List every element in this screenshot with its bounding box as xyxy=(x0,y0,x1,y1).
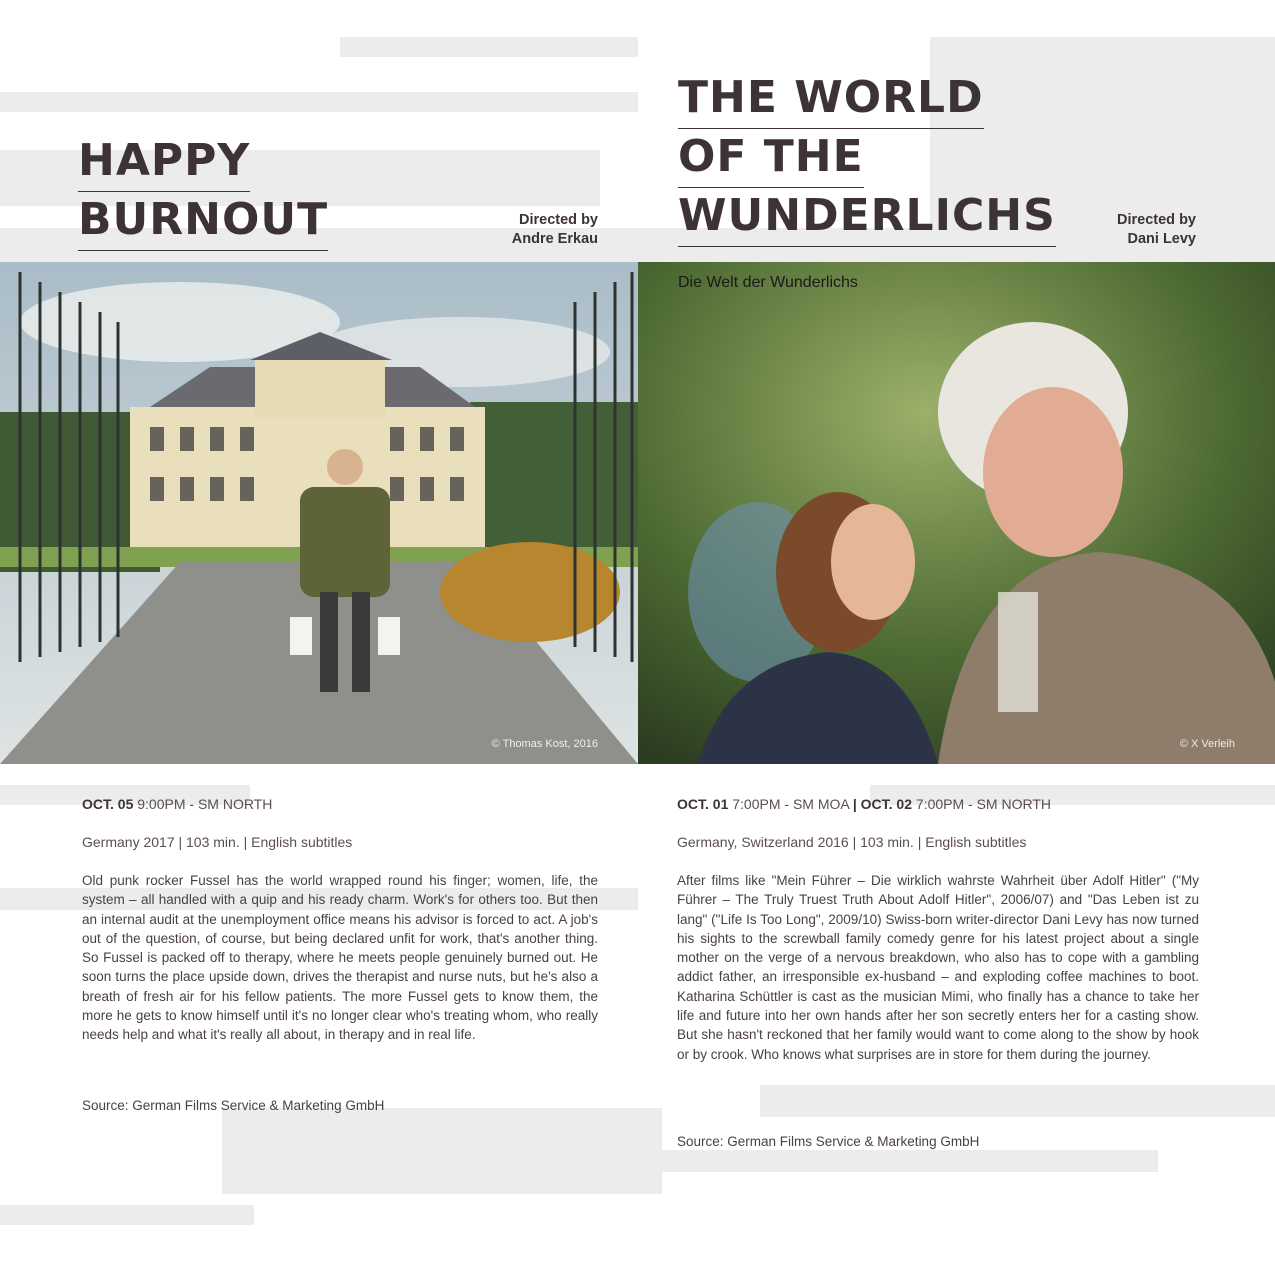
screening-time: 7:00PM - SM NORTH xyxy=(915,796,1052,812)
decor-bar xyxy=(340,37,638,57)
decor-bar xyxy=(222,1108,662,1194)
film-title-world-of-the-wunderlichs xyxy=(678,70,1056,247)
title-line: WUNDERLICHS xyxy=(678,188,1056,247)
film-meta: Germany, Switzerland 2016 | 103 min. | English subtitles xyxy=(677,834,1027,850)
title-line: OF THE xyxy=(678,129,864,188)
decor-bar xyxy=(638,1150,1158,1172)
synopsis: Old punk rocker Fussel has the world wrapped round his finger; women, life, the system – all handled with a quip and his ready charm. Work's for others too. But then an internal audit at the unemployment office means his advisor is forced to act. A job's out of the question, of course, but being declared unfit for work, that's another thing. So Fussel is packed off to therapy, where he meets people genuinely burned out. He soon turns the place upside down, drives the therapist and nurse nuts, but he's also a breath of fresh air for his fellow patients. The more Fussel gets to know them, the more he gets to know himself until it's no longer clear who's treating whom, who really needs help and what it's really all about, in therapy and in real life. xyxy=(82,873,598,1043)
decor-bar xyxy=(0,92,638,112)
screening-time: 9:00PM - SM NORTH xyxy=(137,796,273,812)
photo-illustration xyxy=(638,262,1275,764)
photo-illustration xyxy=(0,262,638,764)
director-credit xyxy=(1038,211,1196,249)
screening-info xyxy=(677,796,1051,812)
title-line: THE WORLD xyxy=(678,70,984,129)
synopsis: After films like "Mein Führer – Die wirklich wahrste Wahrheit über Adolf Hitler" ("My Führer – The Truly Truest Truth About Adolf Hitler", 2006/07) and "Das Leben ist zu lang" ("Life Is Too Long", 2009/10) Swiss-born writer-director Dani Levy has now turned his sights to the screwball family comedy genre for his latest project about a single mother on the verge of a nervous breakdown, who also has to cope with a gambling addict father, an irresponsible ex-husband – and exploding coffee machines to boot. Katharina Schüttler is cast as the musician Mimi, who finally has a chance to take her life and future into her own hands after her son secretly enters her for a casting show. But she hasn't reckoned that her family would want to come along to the show by hook or by crook. Who knows what surprises are in store for them during the journey. xyxy=(677,873,1199,1062)
photo-credit: © X Verleih xyxy=(1179,738,1235,750)
director-prefix: Directed by xyxy=(1117,212,1196,228)
screening-time: 7:00PM - SM MOA xyxy=(732,796,849,812)
film-meta: Germany 2017 | 103 min. | English subtitles xyxy=(82,834,353,850)
director-prefix: Directed by xyxy=(519,212,598,228)
decor-bar xyxy=(760,1085,1275,1117)
photo-credit: © Thomas Kost, 2016 xyxy=(491,738,598,750)
original-title: Die Welt der Wunderlichs xyxy=(678,274,858,291)
director-name: Dani Levy xyxy=(1127,231,1196,247)
screening-date: OCT. 01 xyxy=(677,796,729,812)
decor-bar xyxy=(0,1205,254,1225)
screening-info xyxy=(82,796,272,812)
director-name: Andre Erkau xyxy=(511,231,598,247)
title-line: BURNOUT xyxy=(78,192,328,251)
separator: | xyxy=(852,796,857,812)
film-title-happy-burnout xyxy=(78,133,328,251)
film-still-happy-burnout xyxy=(0,262,638,764)
director-credit xyxy=(440,211,598,249)
screening-date: OCT. 02 xyxy=(860,796,913,812)
film-still-wunderlichs xyxy=(638,262,1275,764)
source-credit: Source: German Films Service & Marketing GmbH xyxy=(677,1134,980,1149)
title-line: HAPPY xyxy=(78,133,250,192)
screening-date: OCT. 05 xyxy=(82,796,134,812)
source-credit: Source: German Films Service & Marketing GmbH xyxy=(82,1098,385,1113)
